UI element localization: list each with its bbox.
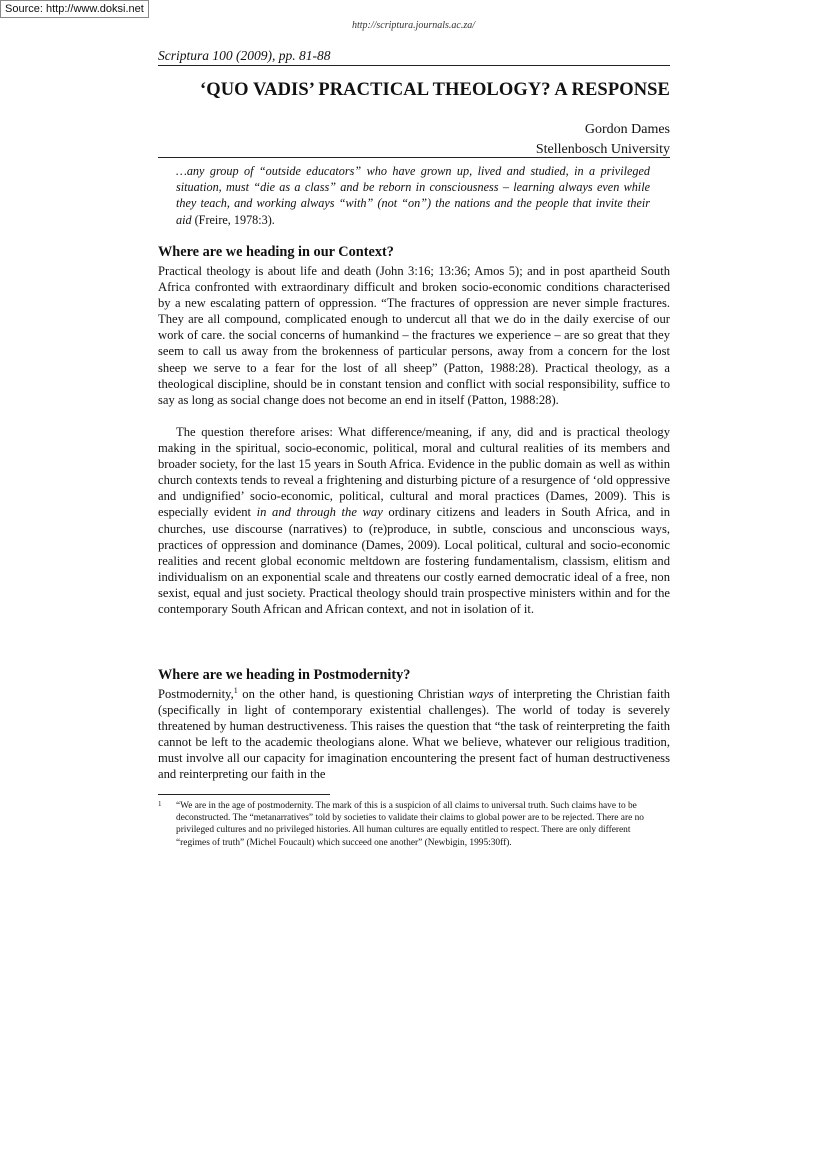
paragraph-postmodernity-part-b: of interpreting the Christian faith (specifically in light of contemporary existential challenges). The world of today is severely threatened by human destructiveness. This raises the question that “the task of reinterpreting the faith cannot be left to the academic theologians alone. What we believe, whatever our religious tradition, must involve all our capacity for imagination encountering the present fact of human destructiveness and reinterpreting our faith in the — [158, 687, 671, 782]
epigraph-quote: …any group of “outside educators” who have grown up, lived and studied, in a privileged situation, must “die as a class” and be reborn in consciousness – learning always even while they teach, and working always “with” (not “on”) the nations and the people that invite their aid — [176, 164, 650, 227]
author-rule — [158, 157, 670, 158]
footnote-number: 1 — [158, 800, 162, 808]
footnote-text: “We are in the age of postmodernity. The mark of this is a suspicion of all claims to universal truth. Such claims have to be deconstructed. The “metanarratives” told by societies to validate their claims to global power are to be rejected. There are no privileged cultures and no privileged histories. All human cultures are equally entitled to respect. There are only different “regimes of truth” (Michel Foucault) which succeed one another” (Newbigin, 1995:30ff). — [176, 801, 644, 848]
section-heading-context: Where are we heading in our Context? — [158, 244, 394, 260]
paragraph-postmodernity-emphasis: ways — [468, 687, 494, 701]
paragraph-context-2-emphasis: in and through the way — [256, 505, 383, 520]
epigraph — [176, 163, 650, 228]
paragraph-postmodernity-part-a: on the other hand, is questioning Christian — [237, 687, 469, 701]
section-heading-postmodernity: Where are we heading in Postmodernity? — [158, 667, 411, 683]
author-affiliation: Stellenbosch University — [535, 142, 670, 157]
paragraph-context-1: Practical theology is about life and death (John 3:16; 13:36; Amos 5); and in post apartheid South Africa confronted with extraordinary difficult and broken socio-economic conditions characterised by a new escalating pattern of oppression. “The fractures of oppression are never simple fractures. They are all compound, complicated enough to undercut all that we do in the daily exercise of our work of care. the social concerns of humankind – the fractures we experience – are so great that they seem to call us away from the brokenness of particular persons, away from a concern for the lost sheep we serve to a fear for the lost of all sheep” (Patton, 1988:28). Practical theology, as a theological discipline, should be in constant tension and conflict with social responsibility, suffice to say as long as social change does not become an end in itself (Patton, 1988:28). — [158, 264, 670, 407]
footnote — [158, 800, 662, 849]
paragraph-postmodernity-lead: Postmodernity, — [158, 687, 234, 701]
paragraph-context-2-part-b: ordinary citizens and leaders in South Africa, and in churches, use discourse (narratives) to (re)produce, in subtle, conscious and unconscious ways, practices of oppression and dominance (Dames, 2009). Local political, cultural and socio-economic realities and recent global economic meltdown are fostering fundamentalism, classism, elitism and individualism on an exponential scale and threatens our costly earned democratic ideal of a free, non sexist, equal and just society. Practical theology should train prospective ministers within and for the contemporary South African and African context, and not in isolation of it. — [158, 505, 670, 617]
epigraph-citation: (Freire, 1978:3). — [191, 212, 275, 227]
author-block — [158, 120, 670, 160]
running-header-url: http://scriptura.journals.ac.za/ — [351, 20, 476, 31]
journal-reference: Scriptura 100 (2009), pp. 81-88 — [158, 48, 331, 63]
author-name: Gordon Dames — [584, 122, 670, 137]
footnote-rule — [158, 794, 330, 795]
source-watermark: Source: http://www.doksi.net — [0, 0, 149, 18]
footnote-reference[interactable]: 1 — [233, 685, 238, 695]
paragraph-context-2 — [158, 424, 670, 617]
paragraph-postmodernity — [158, 686, 670, 783]
paragraph-context-2-part-a: The question therefore arises: What difference/meaning, if any, did and is practical theology making in the spiritual, socio-economic, political, moral and cultural realities of its members and broader society, for the last 15 years in South Africa. Evidence in the public domain as well as within church contexts tends to reveal a frightening and disturbing picture of a resurgence of ‘old oppressive and undignified’ socio-economic, political, cultural and moral practices (Dames, 2009). This is especially evident — [158, 425, 670, 520]
header-rule — [158, 65, 670, 66]
paper-title: ‘QUO VADIS’ PRACTICAL THEOLOGY? A RESPONSE — [199, 80, 670, 100]
